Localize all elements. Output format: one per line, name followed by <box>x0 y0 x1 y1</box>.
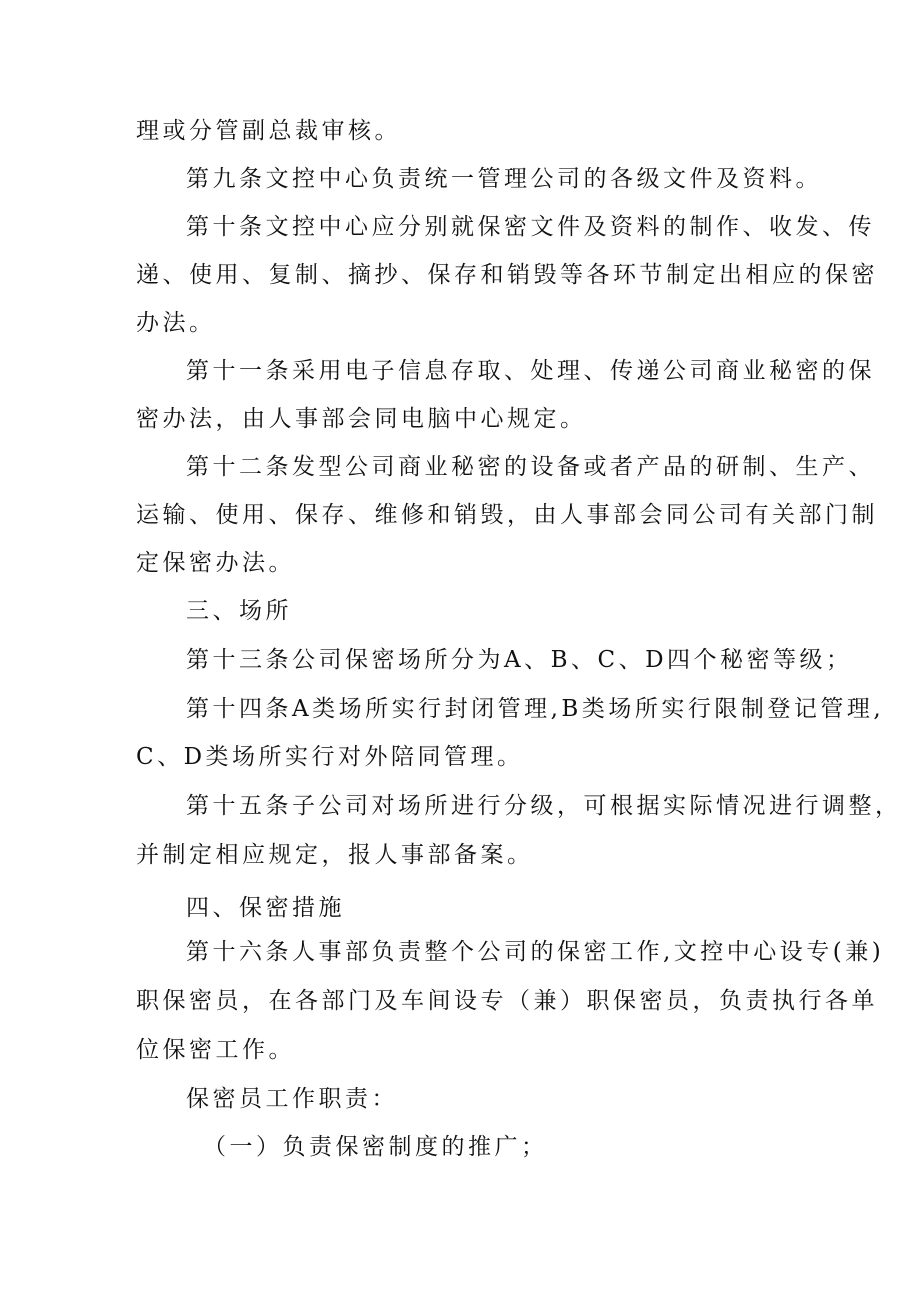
section-heading: 四、保密措施 <box>186 895 345 921</box>
text-line: 并制定相应规定，报人事部备案。 <box>136 842 534 868</box>
text-line: 办法。 <box>136 310 216 336</box>
text-line: 运输、使用、保存、维修和销毁，由人事部会同公司有关部门制 <box>136 502 878 528</box>
text-line: 递、使用、复制、摘抄、保存和销毁等各环节制定出相应的保密 <box>136 262 878 288</box>
text-line: 第十六条人事部负责整个公司的保密工作,文控中心设专(兼) <box>186 939 885 965</box>
list-item: （一）负责保密制度的推广； <box>203 1134 548 1160</box>
text-line: 理或分管副总裁审核。 <box>136 118 401 144</box>
text-line: 第十二条发型公司商业秘密的设备或者产品的研制、生产、 <box>186 454 875 480</box>
text-line: 第十四条A类场所实行封闭管理,B类场所实行限制登记管理, <box>186 696 885 722</box>
text-line: 第十五条子公司对场所进行分级，可根据实际情况进行调整， <box>186 793 902 819</box>
text-line: 保密员工作职责： <box>186 1086 398 1112</box>
text-line: 职保密员，在各部门及车间设专（兼）职保密员，负责执行各单 <box>136 988 878 1014</box>
text-line: 第十条文控中心应分别就保密文件及资料的制作、收发、传 <box>186 214 875 240</box>
section-heading: 三、场所 <box>186 598 292 624</box>
text-line: 定保密办法。 <box>136 550 295 576</box>
text-line: 第十一条采用电子信息存取、处理、传递公司商业秘密的保 <box>186 358 875 384</box>
text-line: 第十三条公司保密场所分为A、B、C、D四个秘密等级； <box>186 647 853 673</box>
text-line: 位保密工作。 <box>136 1037 295 1063</box>
text-line: 第九条文控中心负责统一管理公司的各级文件及资料。 <box>186 166 822 192</box>
text-line: C、D类场所实行对外陪同管理。 <box>136 744 524 770</box>
text-line: 密办法，由人事部会同电脑中心规定。 <box>136 406 587 432</box>
